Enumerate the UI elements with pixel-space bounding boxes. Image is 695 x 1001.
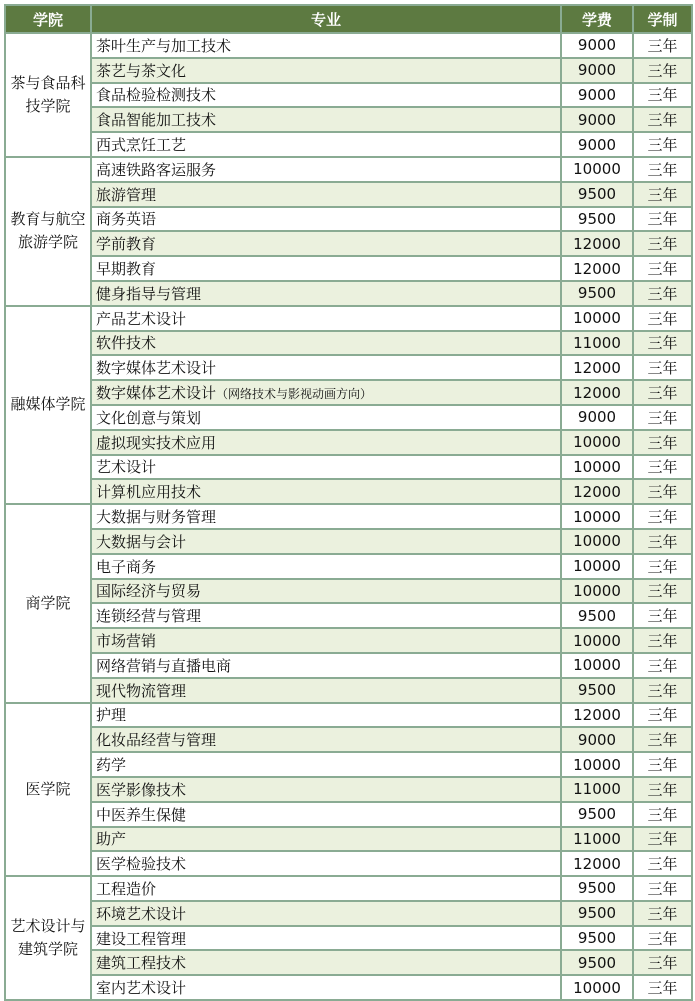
fee-cell: 9000 <box>561 405 633 430</box>
major-cell <box>91 157 561 182</box>
table-row <box>5 727 692 752</box>
fee-cell: 10000 <box>561 504 633 529</box>
table-row <box>5 703 692 728</box>
major-cell <box>91 802 561 827</box>
duration-cell: 三年 <box>633 703 692 728</box>
table-row <box>5 132 692 157</box>
major-cell <box>91 727 561 752</box>
tuition-table <box>4 4 693 1001</box>
major-cell <box>91 132 561 157</box>
major-cell <box>91 926 561 951</box>
fee-cell: 9500 <box>561 281 633 306</box>
fee-cell: 12000 <box>561 851 633 876</box>
table-row <box>5 752 692 777</box>
fee-cell: 10000 <box>561 529 633 554</box>
table-row <box>5 827 692 852</box>
table-row <box>5 331 692 356</box>
major-note: （网络技术与影视动画方向） <box>216 387 373 402</box>
table-row <box>5 281 692 306</box>
duration-cell: 三年 <box>633 207 692 232</box>
table-row <box>5 83 692 108</box>
duration-cell: 三年 <box>633 901 692 926</box>
fee-cell: 10000 <box>561 430 633 455</box>
duration-cell: 三年 <box>633 727 692 752</box>
duration-cell: 三年 <box>633 603 692 628</box>
fee-cell: 10000 <box>561 653 633 678</box>
duration-cell: 三年 <box>633 975 692 1000</box>
major-name: 助产 <box>96 830 127 849</box>
duration-cell: 三年 <box>633 157 692 182</box>
major-cell <box>91 281 561 306</box>
duration-cell: 三年 <box>633 851 692 876</box>
major-cell <box>91 405 561 430</box>
fee-cell: 9500 <box>561 876 633 901</box>
table-row <box>5 926 692 951</box>
major-name: 药学 <box>96 756 127 774</box>
major-cell <box>91 504 561 529</box>
fee-cell: 9500 <box>561 901 633 926</box>
fee-cell: 9000 <box>561 107 633 132</box>
major-cell <box>91 355 561 380</box>
fee-cell: 10000 <box>561 628 633 653</box>
duration-cell: 三年 <box>633 380 692 405</box>
duration-cell: 三年 <box>633 58 692 83</box>
duration-cell: 三年 <box>633 182 692 207</box>
major-cell <box>91 678 561 703</box>
duration-cell: 三年 <box>633 579 692 604</box>
major-cell <box>91 256 561 281</box>
major-cell <box>91 827 561 852</box>
major-name: 计算机应用技术 <box>96 483 202 502</box>
duration-cell: 三年 <box>633 876 692 901</box>
major-cell <box>91 628 561 653</box>
duration-cell: 三年 <box>633 256 692 281</box>
duration-cell: 三年 <box>633 430 692 455</box>
duration-cell: 三年 <box>633 281 692 306</box>
duration-cell: 三年 <box>633 777 692 802</box>
major-name: 环境艺术设计 <box>96 904 187 923</box>
major-name: 茶叶生产与加工技术 <box>96 36 232 55</box>
duration-cell: 三年 <box>633 405 692 430</box>
table-row <box>5 529 692 554</box>
duration-cell: 三年 <box>633 752 692 777</box>
college-cell: 艺术设计与建筑学院 <box>5 876 91 1000</box>
major-name: 护理 <box>96 706 127 725</box>
major-cell <box>91 58 561 83</box>
major-cell <box>91 479 561 504</box>
fee-cell: 11000 <box>561 777 633 802</box>
major-cell <box>91 430 561 455</box>
major-cell <box>91 529 561 554</box>
fee-cell: 10000 <box>561 975 633 1000</box>
major-cell <box>91 107 561 132</box>
table-row <box>5 306 692 331</box>
table-row <box>5 479 692 504</box>
fee-cell: 12000 <box>561 479 633 504</box>
major-name: 建设工程管理 <box>96 929 187 948</box>
major-cell <box>91 876 561 901</box>
header-fee: 学费 <box>561 5 633 33</box>
major-cell <box>91 231 561 256</box>
major-name: 食品检验检测技术 <box>96 86 217 105</box>
fee-cell: 12000 <box>561 380 633 405</box>
table-row <box>5 157 692 182</box>
major-cell <box>91 975 561 1000</box>
table-row <box>5 58 692 83</box>
major-name: 室内艺术设计 <box>96 979 187 998</box>
table-row <box>5 975 692 1000</box>
fee-cell: 12000 <box>561 231 633 256</box>
major-name: 连锁经营与管理 <box>96 607 202 626</box>
major-cell <box>91 950 561 975</box>
duration-cell: 三年 <box>633 355 692 380</box>
fee-cell: 9500 <box>561 950 633 975</box>
major-name: 电子商务 <box>96 557 157 576</box>
major-name: 健身指导与管理 <box>96 284 202 303</box>
major-cell <box>91 777 561 802</box>
table-row <box>5 554 692 579</box>
duration-cell: 三年 <box>633 306 692 331</box>
duration-cell: 三年 <box>633 504 692 529</box>
major-cell <box>91 851 561 876</box>
table-row <box>5 504 692 529</box>
major-cell <box>91 901 561 926</box>
major-cell <box>91 579 561 604</box>
fee-cell: 9500 <box>561 182 633 207</box>
duration-cell: 三年 <box>633 107 692 132</box>
duration-cell: 三年 <box>633 33 692 58</box>
major-name: 化妆品经营与管理 <box>96 731 217 750</box>
fee-cell: 11000 <box>561 827 633 852</box>
fee-cell: 10000 <box>561 579 633 604</box>
fee-cell: 12000 <box>561 703 633 728</box>
major-name: 医学影像技术 <box>96 780 187 799</box>
duration-cell: 三年 <box>633 802 692 827</box>
major-name: 软件技术 <box>96 334 157 353</box>
duration-cell: 三年 <box>633 479 692 504</box>
major-cell <box>91 207 561 232</box>
major-name: 学前教育 <box>96 235 157 254</box>
table-row <box>5 950 692 975</box>
duration-cell: 三年 <box>633 950 692 975</box>
fee-cell: 10000 <box>561 306 633 331</box>
major-cell <box>91 331 561 356</box>
table-row <box>5 901 692 926</box>
table-row <box>5 876 692 901</box>
major-cell <box>91 182 561 207</box>
table-row <box>5 231 692 256</box>
table-row <box>5 355 692 380</box>
major-name: 中医养生保健 <box>96 805 187 824</box>
major-name: 网络营销与直播电商 <box>96 656 232 675</box>
fee-cell: 11000 <box>561 331 633 356</box>
table-row <box>5 430 692 455</box>
major-name: 虚拟现实技术应用 <box>96 433 217 452</box>
header-college: 学院 <box>5 5 91 33</box>
table-row <box>5 405 692 430</box>
duration-cell: 三年 <box>633 926 692 951</box>
major-name: 文化创意与策划 <box>96 408 202 427</box>
fee-cell: 9500 <box>561 603 633 628</box>
major-name: 现代物流管理 <box>96 681 187 700</box>
duration-cell: 三年 <box>633 554 692 579</box>
table-row <box>5 777 692 802</box>
major-name: 建筑工程技术 <box>96 954 187 973</box>
major-cell <box>91 752 561 777</box>
fee-cell: 12000 <box>561 256 633 281</box>
major-cell <box>91 603 561 628</box>
table-row <box>5 182 692 207</box>
fee-cell: 10000 <box>561 157 633 182</box>
fee-cell: 9000 <box>561 83 633 108</box>
table-row <box>5 380 692 405</box>
major-name: 食品智能加工技术 <box>96 111 217 130</box>
header-major: 专业 <box>91 5 561 33</box>
fee-cell: 9500 <box>561 207 633 232</box>
fee-cell: 9000 <box>561 33 633 58</box>
fee-cell: 9000 <box>561 727 633 752</box>
major-name: 艺术设计 <box>96 458 157 477</box>
table-row <box>5 653 692 678</box>
table-row <box>5 207 692 232</box>
duration-cell: 三年 <box>633 827 692 852</box>
college-cell: 融媒体学院 <box>5 306 91 504</box>
table-row <box>5 455 692 480</box>
table-row <box>5 802 692 827</box>
table-row <box>5 579 692 604</box>
major-name: 大数据与会计 <box>96 532 187 551</box>
major-cell <box>91 703 561 728</box>
fee-cell: 9500 <box>561 678 633 703</box>
major-name: 旅游管理 <box>96 185 157 204</box>
college-cell: 茶与食品科技学院 <box>5 33 91 157</box>
major-name: 工程造价 <box>96 879 157 898</box>
major-name: 茶艺与茶文化 <box>96 61 187 80</box>
table-row <box>5 678 692 703</box>
major-cell <box>91 653 561 678</box>
fee-cell: 9500 <box>561 802 633 827</box>
header-duration: 学制 <box>633 5 692 33</box>
fee-cell: 12000 <box>561 355 633 380</box>
fee-cell: 9500 <box>561 926 633 951</box>
fee-cell: 10000 <box>561 554 633 579</box>
fee-cell: 9000 <box>561 58 633 83</box>
tuition-table-container <box>4 4 693 1001</box>
duration-cell: 三年 <box>633 132 692 157</box>
header-row <box>5 5 692 33</box>
table-row <box>5 851 692 876</box>
major-name: 数字媒体艺术设计 <box>96 384 217 403</box>
major-cell <box>91 554 561 579</box>
table-row <box>5 628 692 653</box>
major-name: 大数据与财务管理 <box>96 508 217 527</box>
major-name: 西式烹饪工艺 <box>96 136 187 155</box>
table-row <box>5 603 692 628</box>
fee-cell: 10000 <box>561 752 633 777</box>
college-cell: 商学院 <box>5 504 91 702</box>
major-name: 市场营销 <box>96 632 157 651</box>
duration-cell: 三年 <box>633 455 692 480</box>
table-row <box>5 107 692 132</box>
major-name: 产品艺术设计 <box>96 309 187 328</box>
college-cell: 教育与航空旅游学院 <box>5 157 91 306</box>
major-cell <box>91 380 561 405</box>
table-row <box>5 256 692 281</box>
table-row <box>5 33 692 58</box>
major-cell <box>91 83 561 108</box>
major-name: 国际经济与贸易 <box>96 582 202 601</box>
duration-cell: 三年 <box>633 653 692 678</box>
major-cell <box>91 33 561 58</box>
fee-cell: 9000 <box>561 132 633 157</box>
duration-cell: 三年 <box>633 83 692 108</box>
major-name: 医学检验技术 <box>96 855 187 874</box>
duration-cell: 三年 <box>633 678 692 703</box>
major-cell <box>91 306 561 331</box>
major-name: 高速铁路客运服务 <box>96 160 217 179</box>
major-name: 商务英语 <box>96 210 157 229</box>
college-cell: 医学院 <box>5 703 91 877</box>
duration-cell: 三年 <box>633 628 692 653</box>
duration-cell: 三年 <box>633 331 692 356</box>
major-name: 早期教育 <box>96 260 157 279</box>
table-body <box>5 33 692 1000</box>
major-cell <box>91 455 561 480</box>
duration-cell: 三年 <box>633 529 692 554</box>
fee-cell: 10000 <box>561 455 633 480</box>
duration-cell: 三年 <box>633 231 692 256</box>
major-name: 数字媒体艺术设计 <box>96 359 217 378</box>
